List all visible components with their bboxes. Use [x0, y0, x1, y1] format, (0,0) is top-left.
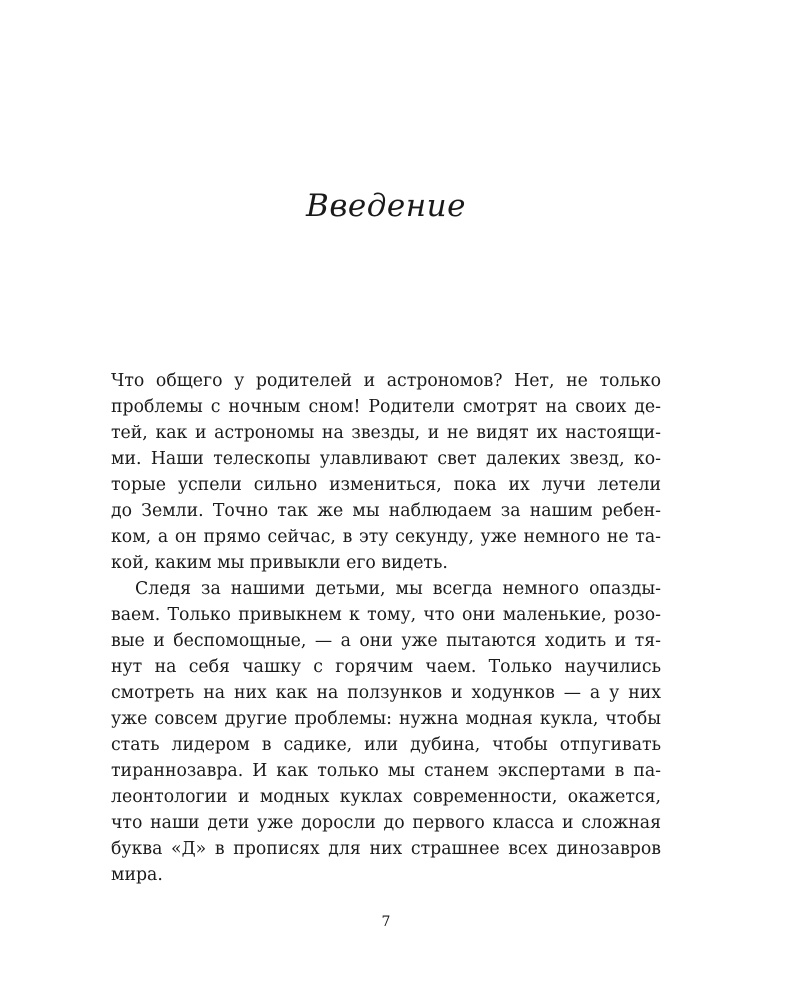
text-line: леонтологии и модных куклах современности, окажется,	[111, 787, 661, 807]
text-line: Что общего у родителей и астрономов? Нет, не только	[111, 371, 661, 391]
paragraph-1	[111, 368, 661, 576]
text-line: торые успели сильно измениться, пока их лучи летели	[111, 475, 661, 495]
body-text	[111, 368, 661, 888]
text-line: кой, каким мы привыкли его видеть.	[111, 553, 448, 573]
text-line: буква «Д» в прописях для них страшнее всех динозавров	[111, 839, 661, 859]
text-line: стать лидером в садике, или дубина, чтобы отпугивать	[111, 735, 661, 755]
text-line: смотреть на них как на ползунков и ходунков — а у них	[111, 683, 661, 703]
text-line: ваем. Только привыкнем к тому, что они маленькие, розо-	[111, 605, 661, 625]
text-line: ми. Наши телескопы улавливают свет далеких звезд, ко-	[111, 449, 661, 469]
text-line: вые и беспомощные, — а они уже пытаются ходить и тя-	[111, 631, 661, 651]
text-line: до Земли. Точно так же мы наблюдаем за нашим ребен-	[111, 501, 661, 521]
text-line: тираннозавра. И как только мы станем экспертами в па-	[111, 761, 661, 781]
text-line: уже совсем другие проблемы: нужна модная кукла, чтобы	[111, 709, 661, 729]
page-number: 7	[381, 914, 391, 930]
text-line: Следя за нашими детьми, мы всегда немного опазды-	[135, 579, 661, 599]
text-line: ком, а он прямо сейчас, в эту секунду, уже немного не та-	[111, 527, 661, 547]
paragraph-2	[111, 576, 661, 888]
text-line: проблемы с ночным сном! Родители смотрят на своих де-	[111, 397, 661, 417]
text-line: тей, как и астрономы на звезды, и не видят их настоящи-	[111, 423, 661, 443]
text-line: мира.	[111, 865, 163, 885]
text-line: что наши дети уже доросли до первого класса и сложная	[111, 813, 661, 833]
chapter-title: Введение	[306, 188, 466, 224]
text-line: нут на себя чашку с горячим чаем. Только научились	[111, 657, 661, 677]
